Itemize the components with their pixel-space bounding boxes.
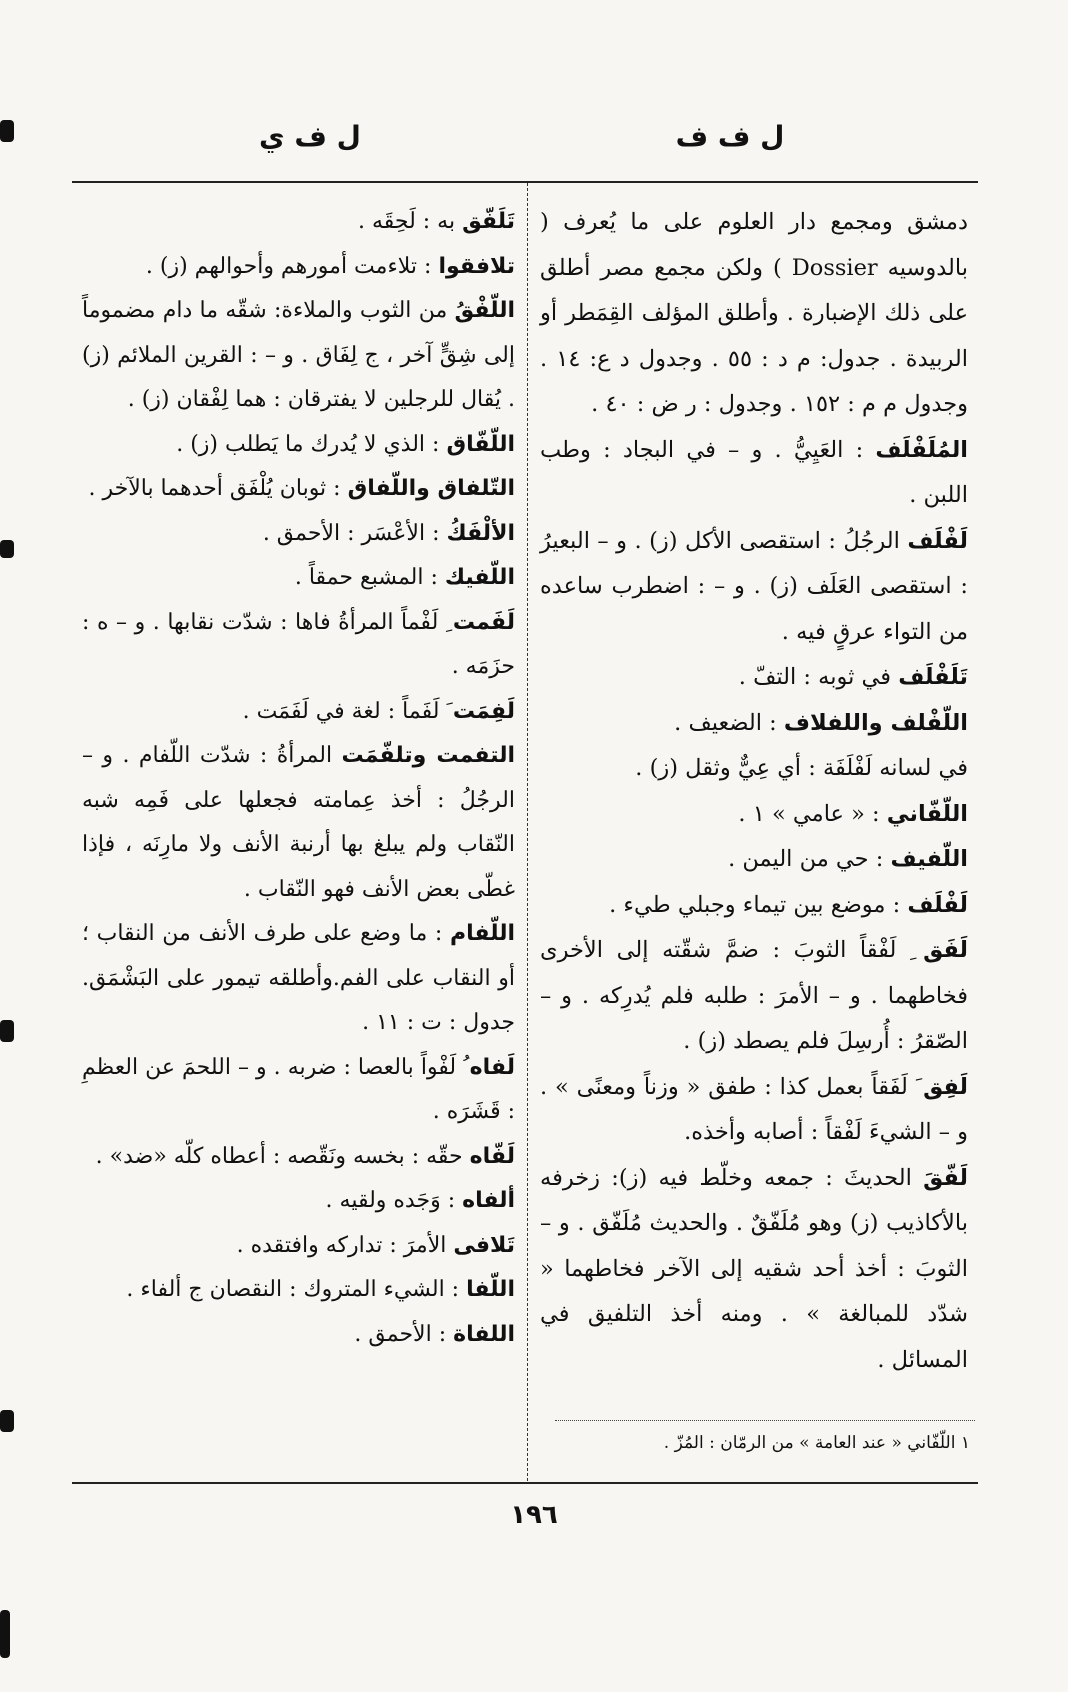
dictionary-entry bbox=[540, 928, 968, 1065]
dictionary-entry bbox=[82, 1224, 515, 1269]
entry-headword: تلافقوا bbox=[438, 253, 515, 279]
entry-definition: في ثوبه : التفّ . bbox=[738, 664, 892, 690]
entry-definition: المرأةُ : شدّت اللّفام . و – الرجُلُ : أخذ عِمامته فجعلها على فَمِه شبه النّقاب ولم يبلغ بها أرنبة الأنف ولا مارِنَه ، فإذا غطّى بعض الأنف فهو النّقاب . bbox=[82, 743, 515, 902]
dictionary-entry bbox=[540, 883, 968, 929]
dictionary-entry bbox=[82, 912, 515, 1046]
entry-headword: التّلفاق واللّفاق bbox=[347, 476, 515, 501]
dictionary-entry bbox=[540, 837, 968, 883]
entry-definition: : وَجَده ولقيه . bbox=[325, 1188, 456, 1213]
entry-headword: لَفاه bbox=[469, 1054, 515, 1080]
entry-headword: ألفاه bbox=[462, 1188, 515, 1213]
entry-headword: لَفِق bbox=[923, 1073, 968, 1100]
entry-headword: لَفَق bbox=[923, 937, 968, 963]
entry-headword: المُلَفْلَف bbox=[875, 436, 968, 463]
dictionary-entry bbox=[540, 428, 968, 519]
entry-definition: ُ لَفْواً بالعصا : ضربه . و – اللحمَ عن العظمِ : قَشَرَه . bbox=[82, 1054, 515, 1124]
dictionary-entry bbox=[540, 1156, 968, 1384]
entry-definition: : موضع بين تيماء وجبلي طيء . bbox=[609, 891, 901, 918]
dictionary-entry bbox=[82, 690, 515, 735]
edge-mark bbox=[0, 1020, 14, 1042]
dictionary-entry bbox=[540, 655, 968, 701]
entry-definition: الأمرَ : تداركه وافتقده . bbox=[236, 1232, 447, 1258]
dictionary-entry bbox=[82, 423, 515, 468]
entry-definition: : المشبع حمقاً . bbox=[294, 565, 438, 590]
dictionary-entry bbox=[82, 1313, 515, 1358]
dictionary-entry bbox=[540, 792, 968, 838]
dictionary-entry bbox=[82, 1135, 515, 1180]
running-header-right: ل ف ف bbox=[675, 120, 785, 153]
footnote-rule bbox=[555, 1420, 975, 1421]
dictionary-entry bbox=[540, 200, 968, 428]
edge-mark bbox=[0, 120, 14, 142]
entry-headword: اللفاة bbox=[453, 1321, 515, 1347]
entry-definition: : تلاءمت أمورهم وأحوالهم (ز) . bbox=[145, 253, 432, 279]
entry-headword: اللّفْلف واللفلاف bbox=[783, 709, 968, 736]
dictionary-entry bbox=[540, 701, 968, 747]
dictionary-entry bbox=[82, 467, 515, 512]
page-number: ١٩٦ bbox=[510, 1500, 558, 1530]
dictionary-entry bbox=[82, 734, 515, 912]
dictionary-entry bbox=[540, 746, 968, 792]
entry-headword: لَفْلَف bbox=[907, 527, 968, 554]
dictionary-entry bbox=[82, 1268, 515, 1313]
footer-rule bbox=[72, 1482, 978, 1484]
entry-definition: : ما وضع على طرف الأنف من النقاب ؛ أو النقاب على الفم.وأطلقه تيمور على البَشْمَق. جدول : ت : ١١ . bbox=[82, 921, 515, 1035]
dictionary-entry bbox=[82, 1046, 515, 1135]
entry-headword: لَفّقَ bbox=[923, 1164, 969, 1191]
entry-headword: لَفَمت bbox=[452, 609, 515, 635]
left-column bbox=[82, 200, 515, 1357]
entry-definition: ِ لَفْقاً الثوبَ : ضمَّ شقّته إلى الأخرى فخاطهما . و – الأمرَ : طلبه فلم يُدرِكه . و – الصّقرُ : أُرسِلَ فلم يصطد (ز) . bbox=[540, 937, 968, 1054]
entry-headword: تَلَفْلَف bbox=[898, 664, 968, 690]
entry-headword: تَلافى bbox=[453, 1232, 515, 1258]
column-divider bbox=[527, 183, 529, 1481]
dictionary-entry bbox=[82, 245, 515, 290]
entry-definition: : العَيِيُّ . و – في البجاد : وطب اللبن . bbox=[540, 436, 968, 508]
entry-headword: التفمت وتلفّمَت bbox=[341, 743, 516, 768]
right-column bbox=[540, 200, 968, 1383]
edge-mark bbox=[0, 1410, 14, 1432]
entry-definition: : الضعيف . bbox=[674, 709, 777, 736]
entry-definition: : الشيء المتروك : النقصان ج ألفاء . bbox=[126, 1277, 460, 1302]
entry-headword: اللّفّاني bbox=[886, 800, 968, 827]
entry-definition: : الأحمق . bbox=[354, 1321, 447, 1347]
edge-mark bbox=[0, 540, 14, 558]
entry-headword: تَلَفّق bbox=[462, 209, 515, 234]
entry-definition: الحديثَ : جمعه وخلّط فيه (ز): زخرفه بالأكاذيب (ز) وهو مُلَفّقٌ . والحديث مُلَفّق . و – الثوبَ : أخذ أحد شقيه إلى الآخر فخاطهما « شدّد للمبالغة » . ومنه أخذ التلفيق في المسائل . bbox=[540, 1164, 968, 1373]
entry-headword: الألْفَكُ bbox=[446, 520, 515, 546]
entry-definition: : الأعْسَر : الأحمق . bbox=[262, 520, 440, 546]
entry-definition: َ لَفَماً : لغة في لَفَمَت . bbox=[242, 698, 447, 724]
entry-headword: اللّفا bbox=[466, 1277, 515, 1302]
dictionary-entry bbox=[540, 519, 968, 656]
entry-definition: : حي من اليمن . bbox=[728, 846, 884, 872]
dictionary-entry bbox=[82, 200, 515, 245]
entry-headword: اللّفّاق bbox=[446, 431, 515, 457]
entry-headword: لَفّاه bbox=[469, 1143, 515, 1169]
entry-definition: دمشق ومجمع دار العلوم على ما يُعرف ( بالدوسيه Dossier ) ولكن مجمع مصر أطلق على ذلك الإضبارة . وأطلق المؤلف القِمَطر أو الربيدة . جدول: م د : ٥٥ . وجدول د ع: ١٤ . وجدول م م : ١٥٢ . وجدول : ر ض : ٤٠ . bbox=[540, 209, 968, 417]
entry-definition: : ثوبان يُلْفَق أحدهما بالآخر . bbox=[88, 476, 341, 501]
dictionary-entry bbox=[82, 512, 515, 557]
entry-definition: به : لَحِقَه . bbox=[357, 209, 456, 234]
entry-headword: اللّفيك bbox=[444, 565, 515, 590]
entry-definition: حقّه : بخسه ونَقّصه : أعطاه كلّه «ضد» . bbox=[95, 1143, 463, 1169]
entry-definition: الرجُلُ : استقصى الأكل (ز) . و – البعيرُ : استقصى العَلَف (ز) . و – : اضطرب ساعده من التواء عرقٍ فيه . bbox=[540, 527, 968, 645]
entry-headword: لَفِمَت bbox=[452, 698, 515, 724]
dictionary-entry bbox=[540, 1065, 968, 1156]
entry-headword: اللّفْقُ bbox=[454, 298, 515, 323]
dictionary-entry bbox=[82, 556, 515, 601]
entry-definition: ِ لَفْماً المرأةُ فاها : شدّت نقابها . و – ه : حزَمَه . bbox=[82, 609, 515, 679]
entry-definition: : الذي لا يُدرك ما يَطلب (ز) . bbox=[176, 431, 440, 457]
dictionary-entry bbox=[82, 1179, 515, 1224]
entry-definition: في لسانه لَفْلَفَة : أي عِيٌّ وثقل (ز) . bbox=[635, 755, 968, 781]
entry-definition: من الثوب والملاءة: شقّه ما دام مضموماً إلى شِقٍّ آخر ، ج لِفَاق . و – : القرين الملائم (ز) . يُقال للرجلين لا يفترقان : هما لِفْقان (ز) . bbox=[82, 298, 515, 412]
dictionary-entry bbox=[82, 601, 515, 690]
header-rule bbox=[72, 181, 978, 183]
entry-headword: اللّفيف bbox=[890, 846, 968, 872]
dictionary-entry bbox=[82, 289, 515, 423]
footnote: ١ اللّفّاني « عند العامة » من الرمّان : المُزّ . bbox=[663, 1433, 970, 1453]
edge-mark bbox=[0, 1610, 10, 1658]
entry-definition: : « عامي » ١ . bbox=[738, 800, 880, 827]
entry-headword: اللّفام bbox=[450, 921, 516, 946]
entry-definition: َ لَفَقاً بعمل كذا : طفق « وزناً ومعنًى » . و – الشيءَ لَفْقاً : أصابه وأخذه. bbox=[540, 1073, 968, 1145]
running-header-left: ل ف ي bbox=[259, 120, 361, 153]
entry-headword: لَفْلَف bbox=[907, 891, 968, 918]
